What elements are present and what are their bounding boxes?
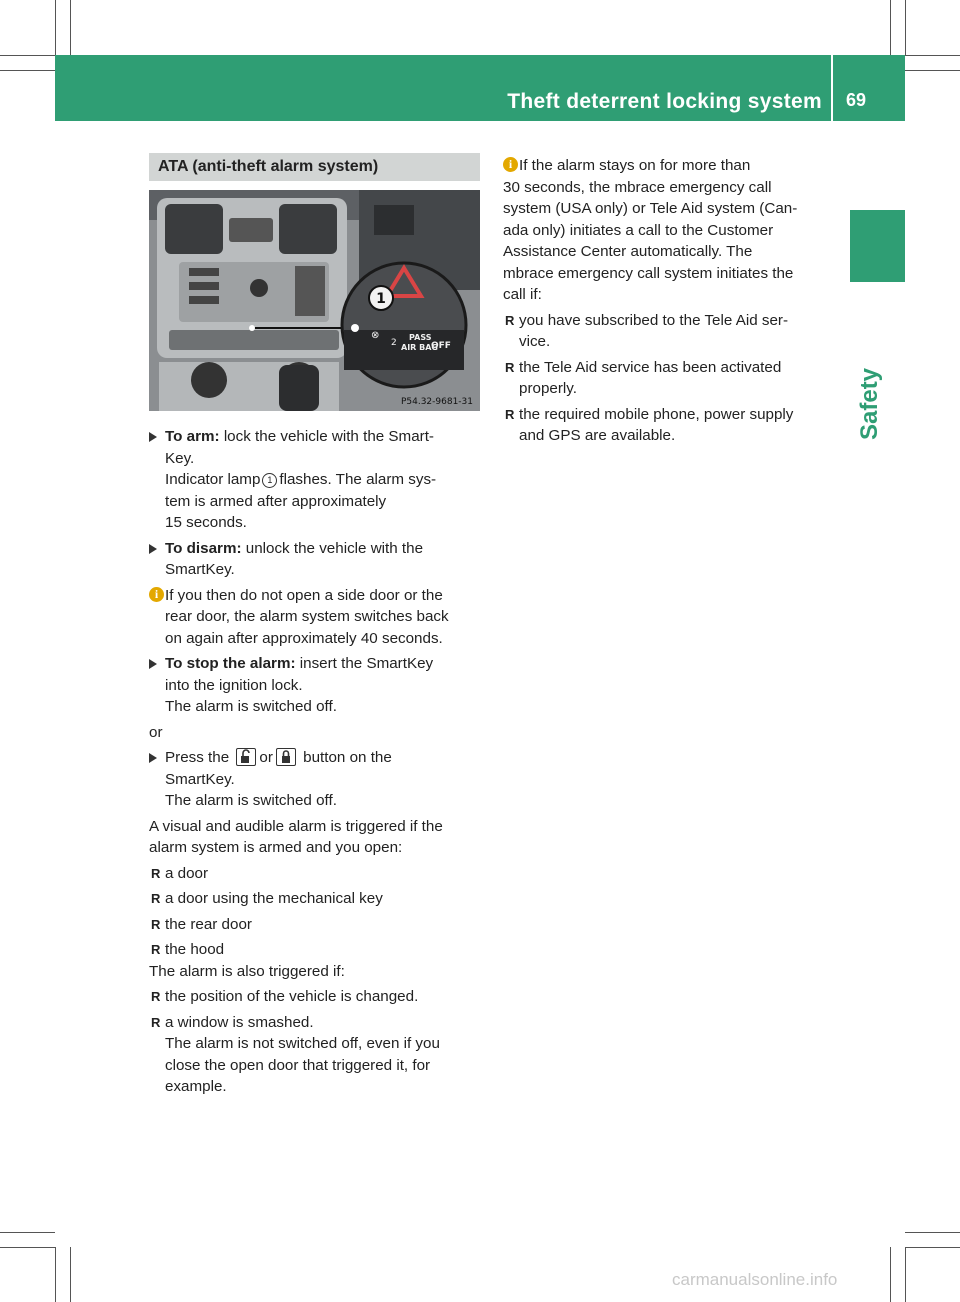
list-item bbox=[503, 404, 837, 447]
list-item-text: the hood bbox=[165, 941, 225, 958]
list-item-text: the required mobile phone, power supply bbox=[519, 405, 794, 423]
button-digit: 2 bbox=[391, 338, 397, 348]
list-item bbox=[149, 888, 483, 910]
column-right bbox=[503, 155, 837, 447]
crop-mark bbox=[55, 0, 56, 55]
dashboard-photo bbox=[149, 190, 480, 411]
info-text: ada only) initiates a call to the Customer bbox=[503, 221, 774, 239]
crop-mark bbox=[905, 1247, 906, 1302]
info-text: If the alarm stays on for more than bbox=[519, 157, 751, 174]
list-item-text: vice. bbox=[519, 333, 551, 350]
info-note bbox=[503, 155, 837, 177]
step-arrow-icon bbox=[149, 544, 157, 554]
or-text: or bbox=[149, 723, 163, 741]
paragraph bbox=[149, 816, 483, 859]
figure-code: P54.32-9681-31 bbox=[400, 397, 473, 407]
list-item-text: a door using the mechanical key bbox=[165, 890, 383, 907]
list-item-text: close the open door that triggered it, for bbox=[165, 1056, 431, 1074]
bullet-icon: R bbox=[151, 916, 161, 932]
info-text: mbrace emergency call system initiates the bbox=[503, 264, 794, 282]
list-item-text: a door bbox=[165, 864, 209, 882]
step-text: Press the bbox=[165, 749, 230, 766]
bullet-icon: R bbox=[505, 406, 515, 422]
bullet-icon: R bbox=[505, 312, 515, 328]
side-tab-box bbox=[850, 210, 905, 282]
crop-mark bbox=[55, 1247, 56, 1302]
step-label: To arm: bbox=[165, 428, 220, 445]
crop-mark bbox=[70, 0, 71, 55]
info-text: system (USA only) or Tele Aid system (Can- bbox=[503, 200, 798, 217]
crop-mark bbox=[890, 0, 891, 55]
step-label: To disarm: bbox=[165, 539, 242, 557]
crop-mark bbox=[905, 55, 960, 56]
info-text: Assistance Center automatically. The bbox=[503, 243, 753, 260]
bullet-icon: R bbox=[151, 942, 161, 957]
info-icon: i bbox=[149, 587, 164, 602]
step-text: 15 seconds. bbox=[165, 514, 247, 531]
bullet-icon: R bbox=[151, 865, 161, 881]
crop-mark bbox=[905, 1247, 960, 1248]
button-label-airbag: AIR BAG bbox=[401, 343, 438, 352]
step-arrow-icon bbox=[149, 432, 157, 442]
list-item-text: a window is smashed. bbox=[165, 1013, 314, 1031]
step-arrow-icon bbox=[149, 753, 157, 763]
info-note-cont bbox=[503, 177, 837, 306]
callout-ref: 1 bbox=[262, 473, 277, 488]
list-item-text: example. bbox=[165, 1078, 227, 1095]
crop-mark bbox=[0, 55, 55, 56]
info-icon: i bbox=[503, 157, 518, 172]
info-text: rear door, the alarm system switches back bbox=[165, 608, 449, 625]
info-text: call if: bbox=[503, 286, 542, 303]
crop-mark bbox=[70, 1247, 71, 1302]
list-item-text: The alarm is not switched off, even if you bbox=[165, 1035, 440, 1052]
crop-mark bbox=[0, 70, 55, 71]
step-arrow-icon bbox=[149, 659, 157, 669]
bullet-icon: R bbox=[151, 989, 161, 1004]
step-label: To stop the alarm: bbox=[165, 655, 296, 672]
list-item bbox=[149, 914, 483, 936]
crop-mark bbox=[890, 1247, 891, 1302]
info-text: If you then do not open a side door or the bbox=[165, 586, 443, 604]
step-stop bbox=[149, 653, 483, 718]
step-text: SmartKey. bbox=[165, 561, 235, 578]
header-title: Theft deterrent locking system bbox=[507, 90, 822, 113]
column-left bbox=[149, 426, 483, 1098]
step-text: Key. bbox=[165, 449, 195, 467]
page-number: 69 bbox=[846, 90, 867, 110]
button-label-pass: PASS bbox=[409, 333, 432, 342]
paragraph: The alarm is also triggered if: bbox=[149, 962, 345, 980]
section-heading-text: ATA (anti-theft alarm system) bbox=[158, 158, 379, 175]
list-item-text: properly. bbox=[519, 380, 577, 397]
bullet-icon: R bbox=[151, 891, 161, 906]
step-text: The alarm is switched off. bbox=[165, 698, 337, 715]
list-item bbox=[149, 863, 483, 885]
list-item bbox=[149, 939, 483, 961]
list-item bbox=[503, 357, 837, 400]
crop-mark bbox=[0, 1232, 55, 1233]
crop-mark bbox=[905, 70, 960, 71]
step-text: unlock the vehicle with the bbox=[245, 539, 424, 557]
bullet-icon: R bbox=[151, 1014, 161, 1030]
list-item-text: the rear door bbox=[165, 915, 252, 933]
crop-mark bbox=[905, 0, 906, 55]
callout-number: 1 bbox=[376, 291, 386, 307]
step-disarm bbox=[149, 538, 483, 581]
list-item-text: you have subscribed to the Tele Aid ser- bbox=[519, 311, 789, 329]
info-text: 30 seconds, the mbrace emergency call bbox=[503, 178, 772, 196]
list-item bbox=[149, 1012, 483, 1098]
list-item bbox=[149, 986, 483, 1008]
lock-button-icon bbox=[276, 748, 296, 766]
info-text: on again after approximately 40 seconds. bbox=[165, 629, 443, 647]
list-item-text: the position of the vehicle is changed. bbox=[165, 988, 419, 1005]
crop-mark bbox=[905, 1232, 960, 1233]
side-tab bbox=[850, 340, 890, 440]
unlock-button-icon bbox=[236, 748, 256, 766]
list-item-text: the Tele Aid service has been activated bbox=[519, 358, 782, 376]
crop-mark bbox=[0, 1247, 55, 1248]
step-text: insert the SmartKey bbox=[299, 655, 434, 672]
step-text: lock the vehicle with the Smart- bbox=[223, 428, 434, 445]
step-press bbox=[149, 747, 483, 812]
side-tab-label: Safety bbox=[856, 367, 883, 440]
list-item-text: and GPS are available. bbox=[519, 427, 676, 444]
step-text: into the ignition lock. bbox=[165, 676, 303, 694]
step-text: tem is armed after approximately bbox=[165, 492, 387, 510]
step-arm bbox=[149, 426, 483, 534]
step-text: flashes. The alarm sys- bbox=[279, 471, 437, 488]
step-text: Indicator lamp bbox=[165, 471, 261, 488]
step-text: The alarm is switched off. bbox=[165, 792, 337, 809]
bullet-icon: R bbox=[505, 359, 515, 375]
paragraph-text: A visual and audible alarm is triggered if the bbox=[149, 817, 443, 835]
step-text: or bbox=[259, 749, 273, 766]
button-label-off: OFF bbox=[431, 341, 451, 351]
step-text: SmartKey. bbox=[165, 770, 235, 788]
section-heading bbox=[149, 153, 480, 181]
watermark: carmanualsonline.info bbox=[672, 1270, 838, 1289]
paragraph-text: alarm system is armed and you open: bbox=[149, 839, 403, 856]
step-text: button on the bbox=[303, 749, 392, 766]
airbag-icon: ⊗ bbox=[371, 330, 380, 341]
info-note bbox=[149, 585, 483, 650]
list-item bbox=[503, 310, 837, 353]
header-divider bbox=[831, 55, 833, 121]
